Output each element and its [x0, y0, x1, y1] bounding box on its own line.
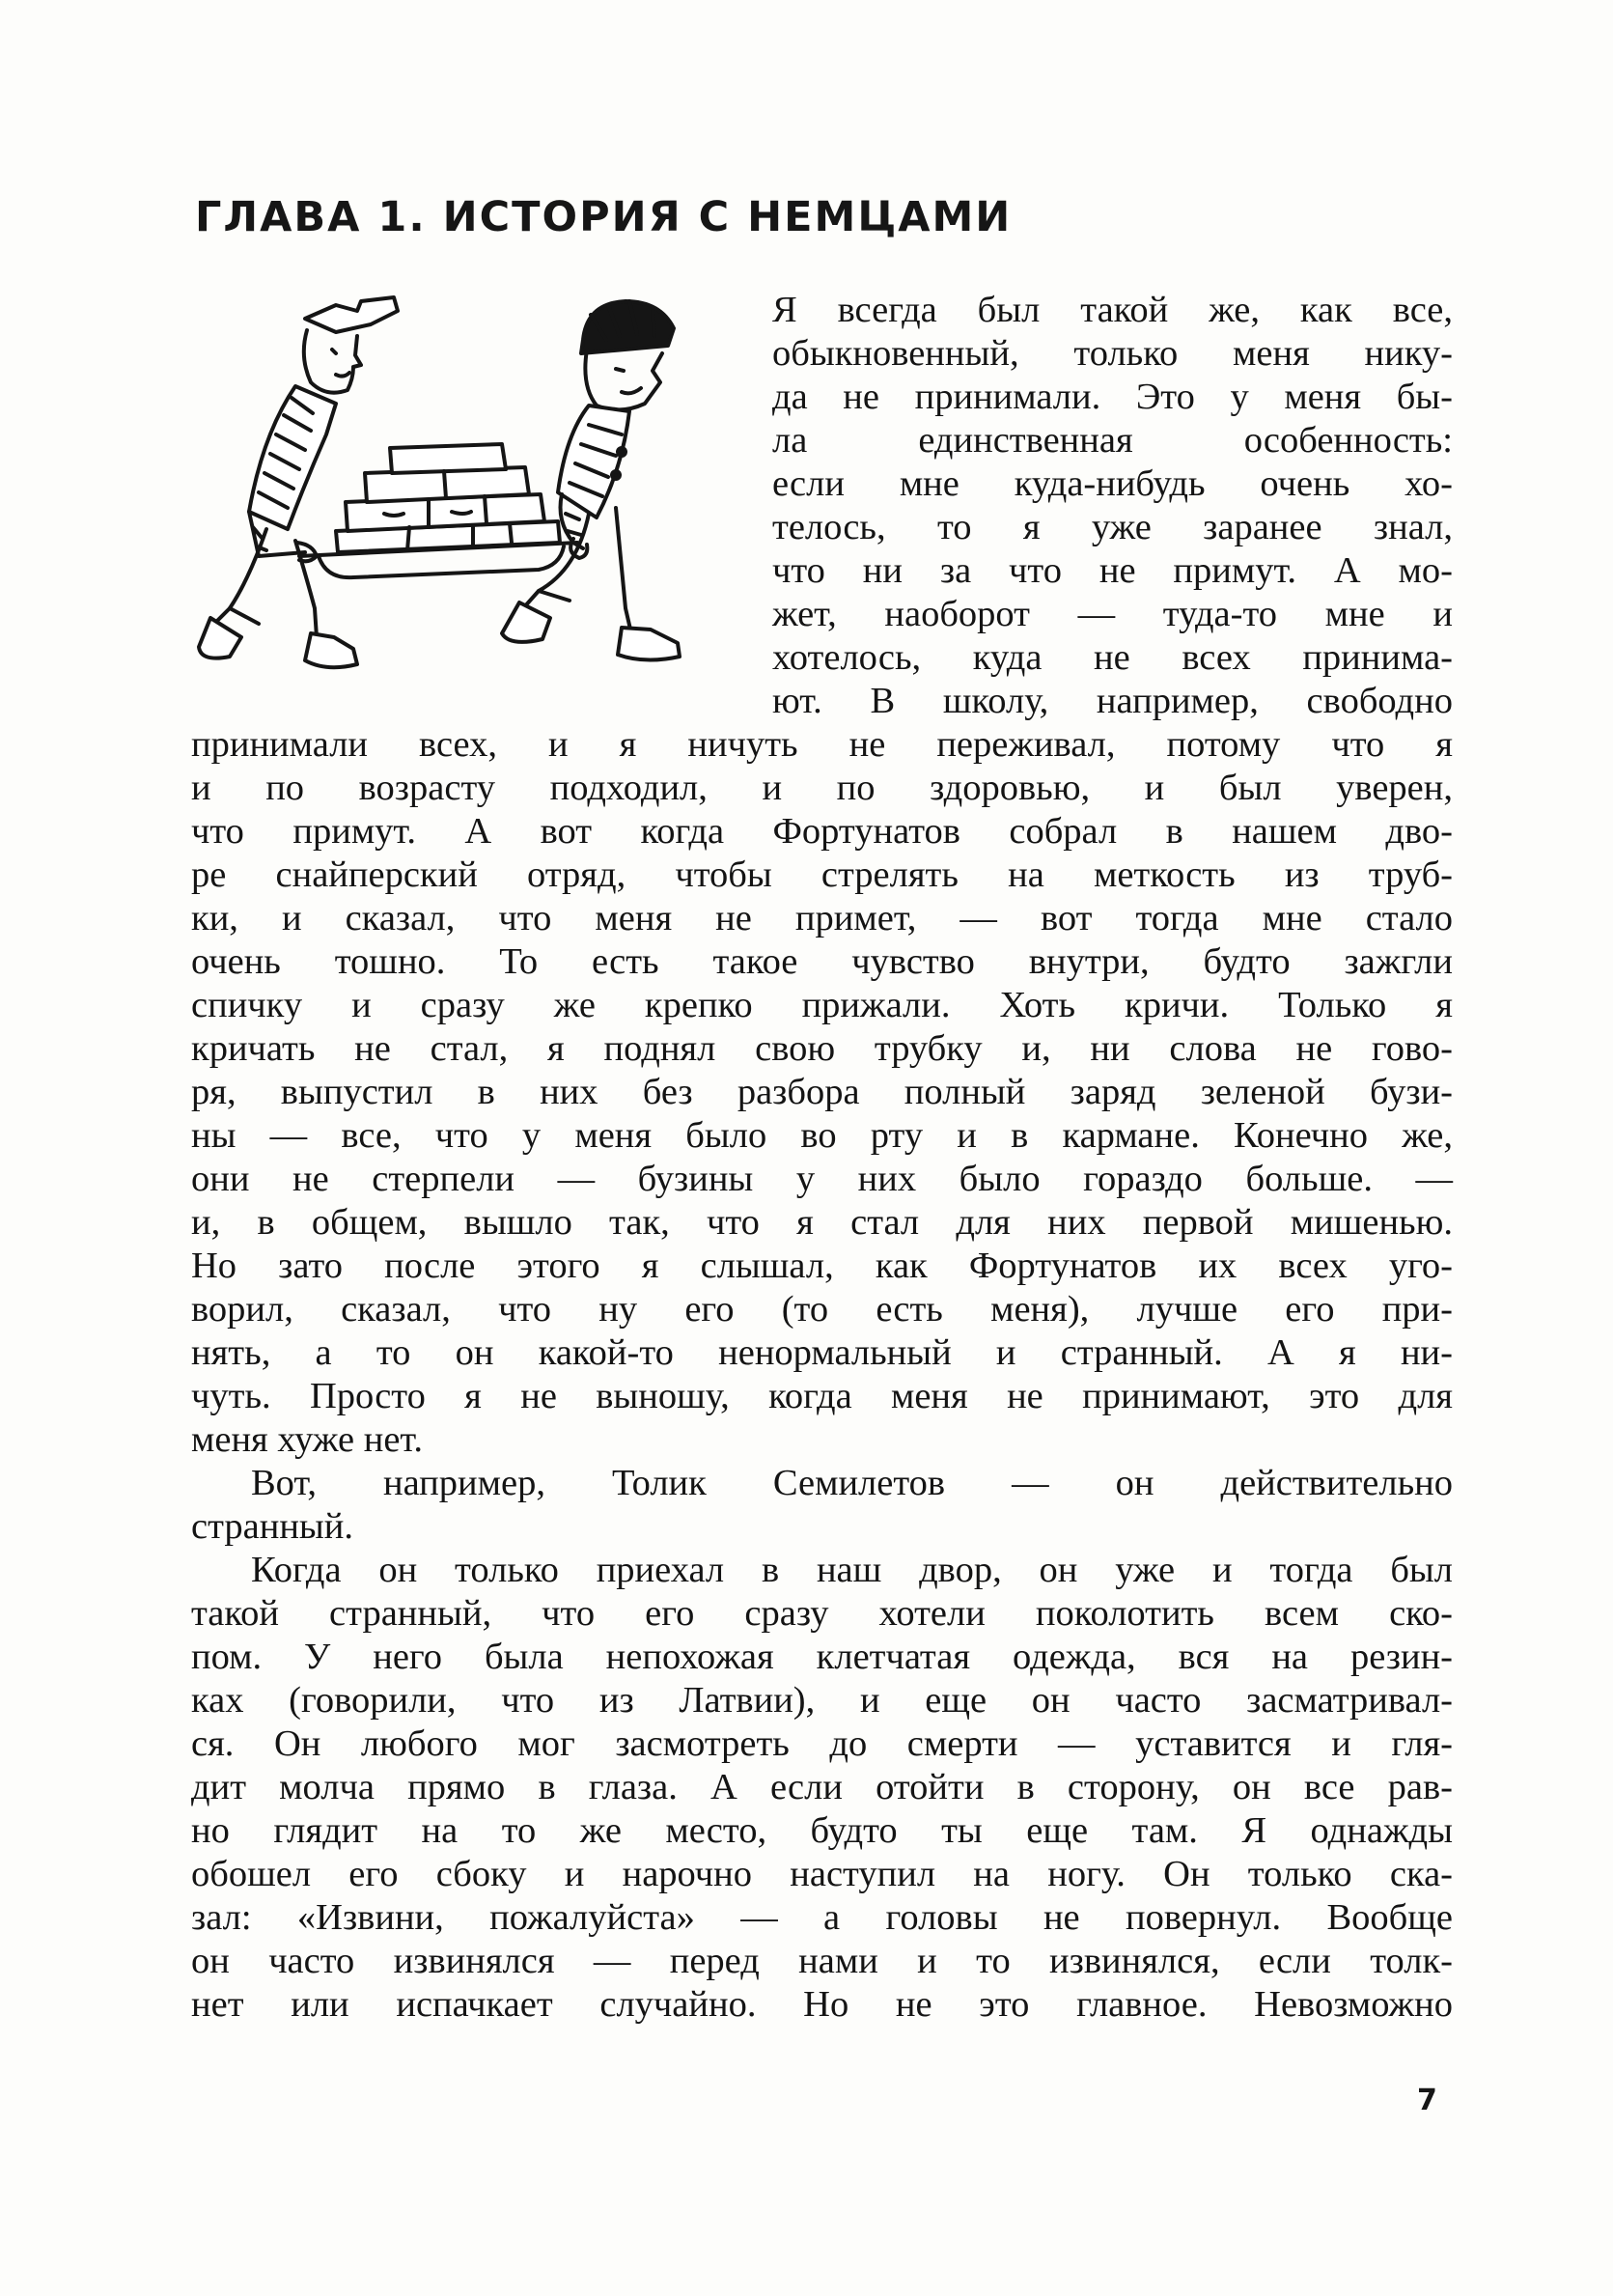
text-line: и, в общем, вышло так, что я стал для них первой мишенью.	[191, 1202, 1453, 1243]
illustration	[191, 290, 722, 695]
text-line: телось, то я уже заранее знал,	[772, 507, 1453, 547]
text-line: что ни за что не примут. А мо-	[772, 550, 1453, 591]
text-line: но глядит на то же место, будто ты еще там. Я однажды	[191, 1810, 1453, 1851]
text-line: что примут. А вот когда Фортунатов собрал в нашем дво-	[191, 811, 1453, 852]
text-line: ла единственная особенность:	[772, 420, 1453, 461]
text-line: Я всегда был такой же, как все,	[772, 290, 1453, 330]
text-line: да не принимали. Это у меня бы-	[772, 377, 1453, 417]
text-line: ся. Он любого мог засмотреть до смерти — уставится и гля-	[191, 1723, 1453, 1764]
text-line: ре снайперский отряд, чтобы стрелять на меткость из труб-	[191, 854, 1453, 895]
text-line: ют. В школу, например, свободно	[772, 681, 1453, 721]
text-line: жет, наоборот — туда-то мне и	[772, 594, 1453, 634]
text-line: Вот, например, Толик Семилетов — он действительно	[251, 1463, 1453, 1503]
text-line: спичку и сразу же крепко прижали. Хоть кричи. Только я	[191, 985, 1453, 1025]
text-line: если мне куда-нибудь очень хо-	[772, 463, 1453, 504]
text-line: ки, и сказал, что меня не примет, — вот тогда мне стало	[191, 898, 1453, 938]
text-line: и по возрасту подходил, и по здоровью, и был уверен,	[191, 768, 1453, 808]
text-line: кричать не стал, я поднял свою трубку и, ни слова не гово-	[191, 1028, 1453, 1069]
text-line: ря, выпустил в них без разбора полный заряд зеленой бузи-	[191, 1072, 1453, 1112]
text-line: хотелось, куда не всех принима-	[772, 637, 1453, 678]
text-line: ворил, сказал, что ну его (то есть меня), лучше его при-	[191, 1289, 1453, 1330]
text-line: нять, а то он какой-то ненормальный и странный. А я ни-	[191, 1332, 1453, 1373]
text-line: они не стерпели — бузины у них было гораздо больше. —	[191, 1159, 1453, 1199]
text-line: Когда он только приехал в наш двор, он уже и тогда был	[251, 1550, 1453, 1590]
text-line: странный.	[191, 1506, 354, 1547]
text-line: нет или испачкает случайно. Но не это главное. Невозможно	[191, 1984, 1453, 2025]
text-line: ках (говорили, что из Латвии), и еще он часто засматривал-	[191, 1680, 1453, 1721]
text-line: Но зато после этого я слышал, как Фортунатов их всех уго-	[191, 1246, 1453, 1286]
chapter-title: ГЛАВА 1. ИСТОРИЯ С НЕМЦАМИ	[195, 193, 1013, 241]
text-line: ны — все, что у меня было во рту и в кармане. Конечно же,	[191, 1115, 1453, 1156]
text-line: чуть. Просто я не выношу, когда меня не принимают, это для	[191, 1376, 1453, 1416]
text-line: обыкновенный, только меня нику-	[772, 333, 1453, 374]
text-line: принимали всех, и я ничуть не переживал, потому что я	[191, 724, 1453, 765]
two-prisoners-carrying-bricks-icon	[191, 290, 722, 695]
text-line: такой странный, что его сразу хотели поколотить всем ско-	[191, 1593, 1453, 1634]
text-line: очень тошно. То есть такое чувство внутри, будто зажгли	[191, 941, 1453, 982]
page-number: 7	[1417, 2084, 1437, 2117]
text-line: обошел его сбоку и нарочно наступил на ногу. Он только ска-	[191, 1854, 1453, 1894]
text-line: дит молча прямо в глаза. А если отойти в сторону, он все рав-	[191, 1767, 1453, 1807]
text-line: он часто извинялся — перед нами и то извинялся, если толк-	[191, 1941, 1453, 1981]
text-line: меня хуже нет.	[191, 1419, 423, 1460]
text-line: зал: «Извини, пожалуйста» — а головы не повернул. Вообще	[191, 1897, 1453, 1938]
text-line: пом. У него была непохожая клетчатая одежда, вся на резин-	[191, 1637, 1453, 1677]
